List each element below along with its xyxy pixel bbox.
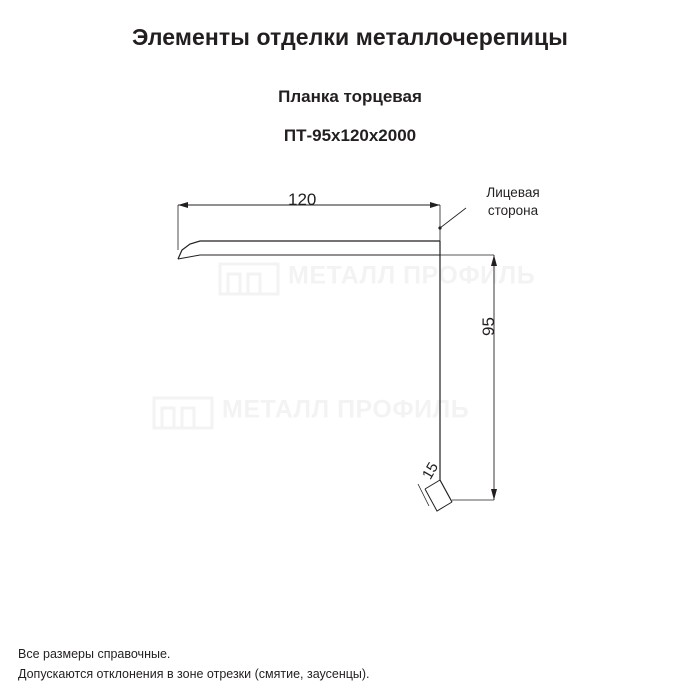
profile-lip-edge xyxy=(425,489,452,511)
dimension-label-width: 120 xyxy=(288,190,317,209)
dimension-label-lip: 15 xyxy=(419,459,443,483)
footer-note-2: Допускаются отклонения в зоне отрезки (смятие, заусенцы). xyxy=(18,666,370,681)
footer-notes xyxy=(18,645,370,684)
watermark-text: МЕТАЛЛ ПРОФИЛЬ xyxy=(288,261,536,290)
dimension-label-height: 95 xyxy=(479,317,498,336)
footer-note-1: Все размеры справочные. xyxy=(18,647,171,662)
leader-dot-face xyxy=(438,226,441,229)
profile-inner-line xyxy=(178,255,440,259)
watermark-text: МЕТАЛЛ ПРОФИЛЬ xyxy=(222,395,470,424)
dim-arrow-right xyxy=(430,202,440,208)
profile-top-line xyxy=(178,241,440,259)
face-side-line2: сторона xyxy=(487,203,539,219)
dim-arrow-left xyxy=(178,202,188,208)
face-side-line1: Лицевая xyxy=(486,185,540,200)
product-code: ПТ-95х120х2000 xyxy=(283,126,417,145)
product-name: Планка торцевая xyxy=(278,87,422,106)
page-title: Элементы отделки металлочерепицы xyxy=(131,24,568,50)
dim-arrow-down xyxy=(491,489,497,500)
dim-arrow-up xyxy=(491,255,497,266)
face-side-annotation xyxy=(463,184,563,220)
